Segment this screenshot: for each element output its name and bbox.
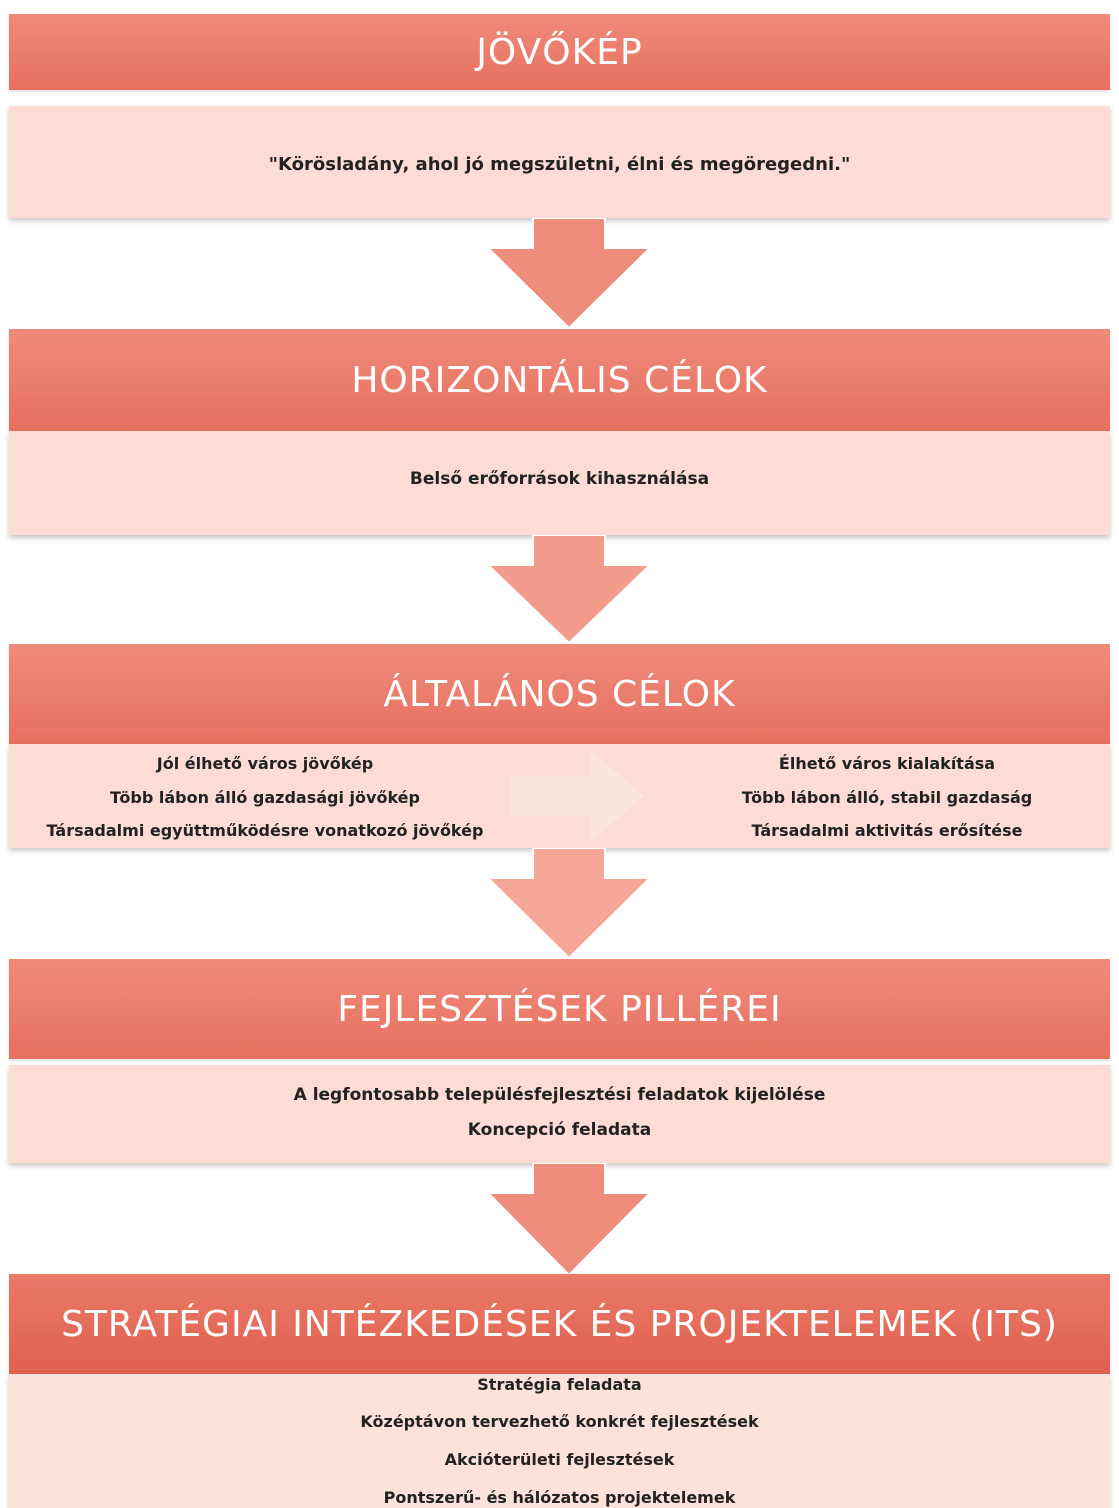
its-title: STRATÉGIAI INTÉZKEDÉSEK ÉS PROJEKTELEMEK (ITS) xyxy=(61,1303,1058,1345)
horizontalis-text: Belső erőforrások kihasználása xyxy=(409,469,710,489)
altalanos-header xyxy=(9,644,1110,744)
pillerek-title: FEJLESZTÉSEK PILLÉREI xyxy=(337,988,782,1030)
pillerek-line: A legfontosabb településfejlesztési feladatok kijelölése xyxy=(293,1085,826,1105)
its-line: Akcióterületi fejlesztések xyxy=(444,1450,675,1469)
its-line: Középtávon tervezhető konkrét fejlesztések xyxy=(360,1412,759,1431)
right-arrow xyxy=(510,744,650,848)
jovokep-header xyxy=(9,14,1110,90)
altalanos-right-item: Élhető város kialakítása xyxy=(778,754,996,773)
its-header xyxy=(9,1274,1110,1374)
jovokep-title: JÖVŐKÉP xyxy=(476,31,643,73)
down-arrow-3 xyxy=(0,848,1119,960)
down-arrow-4 xyxy=(0,1163,1119,1277)
its-line: Stratégia feladata xyxy=(477,1375,642,1394)
jovokep-text: "Körösladány, ahol jó megszületni, élni és megöregedni." xyxy=(268,154,851,175)
altalanos-title: ÁLTALÁNOS CÉLOK xyxy=(383,673,736,715)
down-arrow-2 xyxy=(0,535,1119,645)
horizontalis-header xyxy=(9,329,1110,431)
altalanos-left-item: Jól élhető város jövőkép xyxy=(156,754,374,773)
pillerek-panel xyxy=(9,1065,1110,1163)
its-line: Pontszerű- és hálózatos projektelemek xyxy=(383,1488,736,1507)
altalanos-right-item: Társadalmi aktivitás erősítése xyxy=(751,821,1023,840)
down-arrow-1 xyxy=(0,218,1119,330)
its-panel xyxy=(9,1374,1110,1508)
altalanos-left-item: Több lábon álló gazdasági jövőkép xyxy=(110,788,420,807)
jovokep-panel xyxy=(9,106,1110,218)
altalanos-left-item: Társadalmi együttműködésre vonatkozó jövőkép xyxy=(46,821,484,840)
horizontalis-panel xyxy=(9,431,1110,535)
altalanos-right-item: Több lábon álló, stabil gazdaság xyxy=(741,788,1033,807)
pillerek-line: Koncepció feladata xyxy=(467,1120,652,1140)
pillerek-header xyxy=(9,959,1110,1059)
horizontalis-title: HORIZONTÁLIS CÉLOK xyxy=(351,359,768,401)
